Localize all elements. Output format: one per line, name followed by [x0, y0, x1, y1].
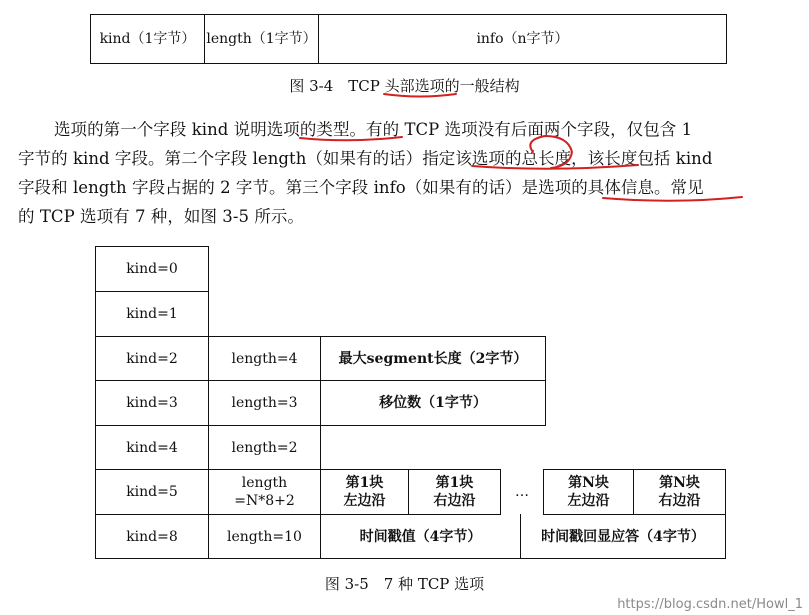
fig4-length-field: length（1字节） — [206, 31, 317, 47]
length-cell: length=10 — [227, 528, 302, 545]
kind-cell: kind=5 — [126, 484, 178, 500]
sack-label: 第N块 — [659, 475, 700, 491]
sack-label: 右边沿 — [658, 493, 701, 509]
paragraph-line: 选项的第一个字段 kind 说明选项的类型。有的 TCP 选项没有后面两个字段，仅包含 1 — [54, 120, 693, 139]
kind-cell: kind=1 — [126, 306, 178, 322]
fig4-info-field: info（n字节） — [476, 31, 569, 47]
timestamp-value-cell: 时间戳值（4字节） — [359, 528, 482, 545]
sack-block1-left-cell — [321, 470, 408, 514]
sack-label: 第1块 — [435, 475, 474, 491]
fig5-caption: 图 3-5 7 种 TCP 选项 — [324, 575, 485, 593]
kind-cell: kind=0 — [126, 261, 178, 277]
kind-cell: kind=8 — [126, 528, 178, 545]
kind-cell: kind=2 — [126, 350, 178, 367]
fig4-kind-field: kind（1字节） — [99, 31, 196, 47]
mss-info-cell: 最大segment长度（2字节） — [338, 350, 528, 367]
length-line-2: =N*8+2 — [234, 493, 295, 509]
sack-label: 左边沿 — [567, 493, 610, 509]
length-cell: length=3 — [231, 395, 298, 411]
body-paragraph — [18, 115, 800, 231]
kind-cell: kind=4 — [126, 439, 178, 456]
sack-blockN-left-cell — [544, 470, 633, 514]
kind-cell: kind=3 — [126, 395, 178, 411]
sack-label: 第1块 — [345, 475, 384, 491]
paragraph-line: 字节的 kind 字段。第二个字段 length（如果有的话）指定该选项的总长度，该长度包括 kind — [18, 149, 713, 168]
paragraph-line: 的 TCP 选项有 7 种，如图 3-5 所示。 — [18, 207, 304, 226]
paragraph-line: 字段和 length 字段占据的 2 字节。第三个字段 info（如果有的话）是选项的具体信息。常见 — [18, 178, 704, 197]
length-line-1: length — [241, 475, 288, 491]
sack-ellipsis: … — [515, 484, 529, 500]
sack-block1-right-cell — [409, 470, 500, 514]
watermark: https://blog.csdn.net/Howl_1 — [617, 597, 803, 612]
window-shift-info-cell: 移位数（1字节） — [379, 395, 487, 411]
sack-label: 右边沿 — [433, 493, 476, 509]
length-cell: length=4 — [231, 350, 298, 367]
length-cell-sack — [209, 470, 320, 514]
length-cell: length=2 — [231, 439, 298, 456]
fig4-caption: 图 3-4 TCP 头部选项的一般结构 — [289, 77, 520, 95]
sack-blockN-right-cell — [634, 470, 725, 514]
timestamp-echo-cell: 时间戳回显应答（4字节） — [541, 528, 705, 545]
sack-label: 第N块 — [568, 475, 609, 491]
sack-label: 左边沿 — [343, 493, 386, 509]
